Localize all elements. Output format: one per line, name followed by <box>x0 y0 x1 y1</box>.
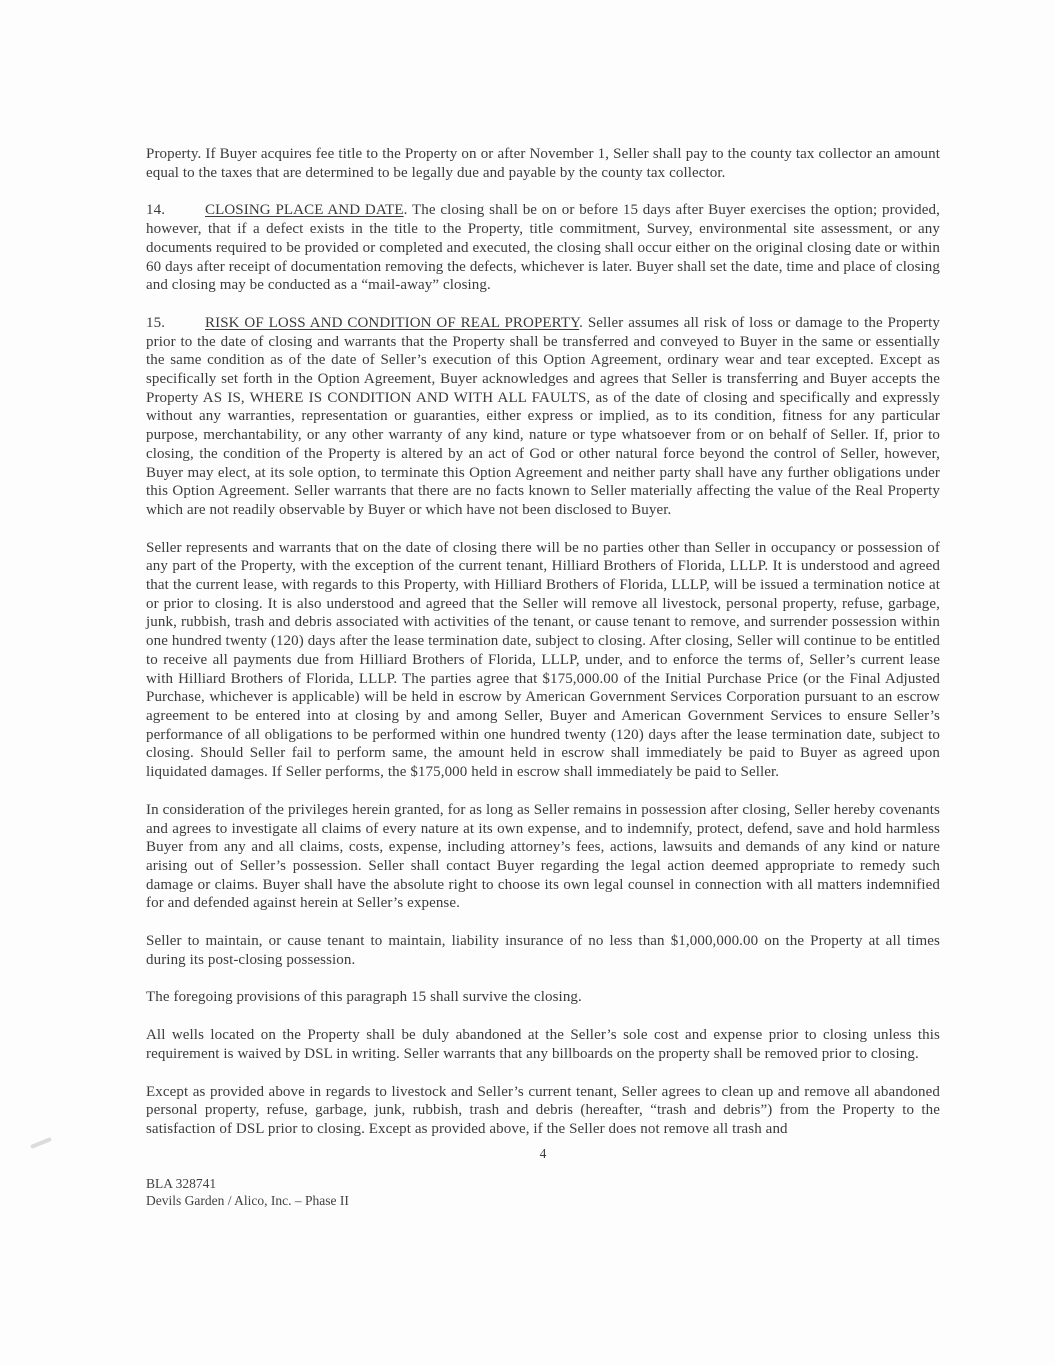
paragraph-15-body: . Seller assumes all risk of loss or damage to the Property prior to the date of closing and warrants that the Property shall be transferred and conveyed to Buyer in the same or essentially the same condition as of the date of Seller’s execution of this Option Agreement, ordinary wear and tear excepted. Except as specifically set forth in the Option Agreement, Buyer acknowledges and agrees that Seller is transferring and Buyer accepts the Property AS IS, WHERE IS CONDITION AND WITH ALL FAULTS, as of the date of closing and specifically and expressly without any warranties, representation or guaranties, either express or implied, as to its condition, fitness for any particular purpose, merchantability, or any other warranty of any kind, nature or type whatsoever from or on behalf of Seller. If, prior to closing, the condition of the Property is altered by an act of God or other natural force beyond the control of Seller, however, Buyer may elect, at its sole option, to terminate this Option Agreement and neither party shall have any further obligations under this Option Agreement. Seller warrants that there are no facts known to Seller materially affecting the value of the Real Property which are not readily observable by Buyer or which have not been disclosed to Buyer. <box>146 314 940 518</box>
paragraph-14-closing-place-and-date <box>146 201 940 295</box>
paragraph-15-risk-of-loss <box>146 314 940 520</box>
footer-project-name: Devils Garden / Alico, Inc. – Phase II <box>146 1193 349 1209</box>
paragraph-trash-cleanup: Except as provided above in regards to livestock and Seller’s current tenant, Seller agrees to clean up and remove all abandoned personal property, refuse, garbage, junk, rubbish, trash and debris (hereafter, “trash and debris”) from the Property to the satisfaction of DSL prior to closing. Except as provided above, if the Seller does not remove all trash and <box>146 1083 940 1137</box>
paragraph-wells-and-billboards: All wells located on the Property shall be duly abandoned at the Seller’s sole cost and expense prior to closing unless this requirement is waived by DSL in writing. Seller warrants that any billboards on the property shall be removed prior to closing. <box>146 1027 940 1062</box>
paragraph-15-number: 15. <box>146 314 166 331</box>
paragraph-15-heading: RISK OF LOSS AND CONDITION OF REAL PROPERTY <box>205 314 580 331</box>
paragraph-liability-insurance: Seller to maintain, or cause tenant to maintain, liability insurance of no less than $1,000,000.00 on the Property at all times during its post-closing possession. <box>146 933 940 968</box>
paragraph-indemnification: In consideration of the privileges herein granted, for as long as Seller remains in possession after closing, Seller hereby covenants and agrees to investigate all claims of every nature at its own expense, and to indemnify, protect, defend, save and hold harmless Buyer from any and all claims, costs, expense, including attorney’s fees, actions, lawsuits and demands of any kind or nature arising out of Seller’s possession. Seller shall contact Buyer regarding the legal action deemed appropriate to remedy such damage or claims. Buyer shall have the absolute right to choose its own legal counsel in connection with all matters indemnified for and defended against herein at Seller’s expense. <box>146 801 940 912</box>
footer-file-number: BLA 328741 <box>146 1175 217 1191</box>
paragraph-14-number: 14. <box>146 202 166 219</box>
paragraph-14-body: . The closing shall be on or before 15 days after Buyer exercises the option; provided, however, that if a defect exists in the title to the Property, title commitment, Survey, environmental site assessment, or any documents required to be provided or completed and executed, the closing shall occur either on the original closing date or within 60 days after receipt of documentation removing the defects, whichever is later. Buyer shall set the date, time and place of closing and closing may be conducted as a “mail-away” closing. <box>146 202 940 294</box>
paragraph-property-tax-continuation: Property. If Buyer acquires fee title to the Property on or after November 1, Seller shall pay to the county tax collector an amount equal to the taxes that are determined to be legally due and payable by the county tax collector. <box>146 146 940 181</box>
paragraph-occupancy-and-escrow: Seller represents and warrants that on the date of closing there will be no parties other than Seller in occupancy or possession of any part of the Property, with the exception of the current tenant, Hilliard Brothers of Florida, LLLP. It is understood and agreed that the current lease, with regards to this Property, with Hilliard Brothers of Florida, LLLP, will be issued a termination notice at or prior to closing. It is also understood and agreed that the Seller will remove all livestock, personal property, refuse, garbage, junk, rubbish, trash and debris associated with activities of the tenant, or cause tenant to remove, and surrender possession within one hundred twenty (120) days after the lease termination date, subject to closing. After closing, Seller will continue to be entitled to receive all payments due from Hilliard Brothers of Florida, LLLP, under, and to enforce the terms of, Seller’s current lease with Hilliard Brothers of Florida, LLLP. The parties agree that $175,000.00 of the Initial Purchase Price (or the Final Adjusted Purchase, whichever is applicable) will be held in escrow by American Government Services Corporation pursuant to an escrow agreement to be entered into at closing by and among Seller, Buyer and American Government Services to ensure Seller’s performance of all obligations to be performed within one hundred twenty (120) days after the lease termination date, subject to closing. Should Seller fail to perform same, the amount held in escrow shall immediately be paid to Buyer as agreed upon liquidated damages. If Seller performs, the $175,000 held in escrow shall immediately be paid to Seller. <box>146 539 940 781</box>
document-footer <box>146 1175 940 1210</box>
scan-smudge-artifact <box>30 1137 52 1149</box>
page-number: 4 <box>539 1145 547 1161</box>
paragraph-14-heading: CLOSING PLACE AND DATE <box>205 202 404 219</box>
paragraph-survival-clause: The foregoing provisions of this paragraph 15 shall survive the closing. <box>146 989 582 1006</box>
document-body <box>146 145 940 1210</box>
